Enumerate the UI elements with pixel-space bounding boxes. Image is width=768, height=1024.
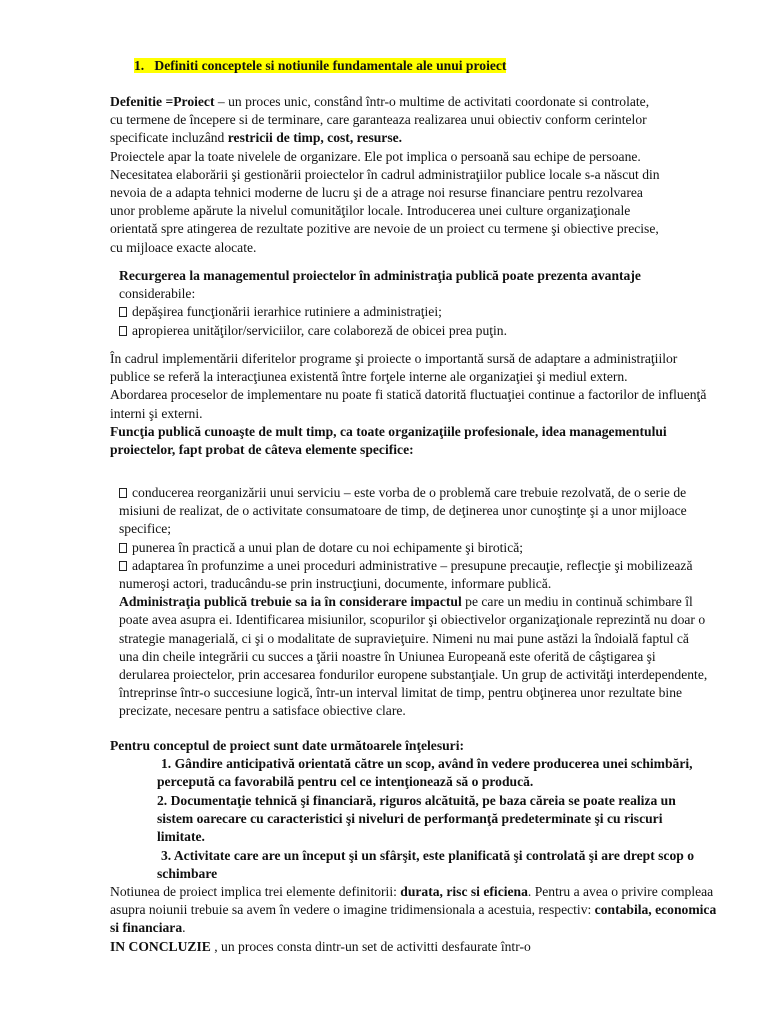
heading-text: Definiti conceptele si notiunile fundamentale ale unui proiect bbox=[154, 58, 507, 73]
bullet-box-icon bbox=[119, 307, 127, 317]
notion-text-1: Notiunea de proiect implica trei elemente definitorii: bbox=[110, 884, 401, 899]
element-item: adaptarea în profunzime a unei proceduri administrative – presupune precauţie, reflecţie şi mobilizează numeroşi actori, traducându-se prin instrucţiuni, documente, informare publică. bbox=[119, 557, 693, 592]
notion-text-2: . Pentru a avea o privire compleaa asupra noiunii trebuie sa avem în vedere o imagine tridimensionala a acestuia, respectiv: bbox=[110, 884, 714, 918]
understandings-lead bbox=[110, 737, 710, 755]
advantages-paragraph bbox=[119, 267, 659, 340]
advantages-lead: Recurgerea la managementul proiectelor în administraţia publică poate prezenta avantaje bbox=[119, 268, 641, 283]
implementation-paragraph bbox=[110, 350, 713, 459]
admin-impact-lead: Administraţia publică trebuie sa ia în considerare impactul bbox=[119, 594, 462, 610]
understanding-item-2: 2. Documentaţie tehnică şi financiară, riguros alcătuită, pe baza căreia se poate realiza un sistem oarecare cu caracteristici şi niveluri de performanţă predeterminate şi cu riscuri limitate. bbox=[157, 793, 676, 845]
conclusion-text: , un proces consta dintr-un set de activitti desfaurate într-o bbox=[210, 939, 531, 954]
conclusion-paragraph bbox=[110, 938, 720, 956]
definition-paragraph bbox=[110, 93, 660, 257]
specific-elements-paragraph bbox=[119, 484, 709, 721]
definition-text: – un proces unic, constând într-o multime de activitati coordonate si controlate, cu termene de începere si de terminare, care garanteaza realizarea unui obiectiv conform cerintelor specificate incluzând bbox=[110, 94, 650, 146]
projects-paragraph: Proiectele apar la toate nivelele de organizare. Ele pot implica o persoană sau echipe de persoane. Necesitatea elaborării şi gestionării proiectelor în cadrul administraţiilor publice locale s-a născut din nevoia de a adapta tehnici moderne de lucru şi de a atrage noi resurse financiare pentru rezolvarea unor probleme apărute la nivelul comunităţilor locale. Introducerea unei culture organizaţionale orientată spre atingerea de rezultate pozitive are nevoie de un proiect cu termene şi obiective precise, cu mijloace exacte alocate. bbox=[110, 148, 660, 255]
notion-elements: durata, risc si eficiena bbox=[400, 884, 528, 899]
implementation-text: În cadrul implementării diferitelor programe şi proiecte o importantă sursă de adaptare a administraţiilor publice se referă la interacţiunea existentă între forţele interne ale organizaţiei şi mediul extern. bbox=[110, 351, 678, 385]
element-item: conducerea reorganizării unui serviciu – este vorba de o problemă care trebuie rezolvată, de o serie de misiuni de realizat, de o activitate consumatoare de timp, de deţinerea unor cunoştinţe şi a unor mijloace specifice; bbox=[119, 485, 687, 537]
public-function-lead: Funcţia publică cunoaşte de mult timp, ca toate organizaţiile profesionale, idea managementului proiectelor, fapt probat de câteva elemente specifice: bbox=[110, 423, 667, 458]
admin-impact-text: pe care un mediu in continuă schimbare îl poate avea asupra ei. Identificarea misiunilor, scopurilor şi obiectivelor organizaţionale reprezintă nu doar o strategie managerială, ci şi o modalitate de supravieţuire. Nimeni nu mai pune astăzi la îndoială faptul că una din cheile integrării cu succes a ţării noastre în Uniunea Europeană este oferită de câştigarea şi derularea proiectelor, prin accesarea fondurilor europene substanţiale. Un grup de activităţi interdependente, întreprinse într-o succesiune logică, într-un interval limitat de timp, pentru obţinerea unor rezultate bine precizate, necesare pentru a satisface obiective clare. bbox=[119, 594, 708, 719]
advantages-lead-rest: considerabile: bbox=[119, 286, 196, 302]
section-heading bbox=[134, 57, 734, 75]
conclusion-lead: IN CONCLUZIE bbox=[110, 939, 211, 954]
advantage-item: apropierea unităţilor/serviciilor, care colaboreză de obicei prea puţin. bbox=[132, 322, 507, 338]
heading-number: 1. bbox=[134, 58, 145, 73]
notion-paragraph bbox=[110, 883, 720, 938]
notion-dimensions: contabila, economica si financiara bbox=[110, 902, 717, 936]
understanding-item-3: 3. Activitate care are un început şi un sfârşit, este planificată şi controlată şi are drept scop o schimbare bbox=[157, 848, 695, 882]
bullet-box-icon bbox=[119, 326, 127, 336]
understandings-title: Pentru conceptul de proiect sunt date următoarele înţelesuri: bbox=[110, 738, 465, 753]
element-item: punerea în practică a unui plan de dotare cu noi echipamente şi birotică; bbox=[132, 539, 524, 555]
notion-text-3: . bbox=[182, 920, 186, 936]
heading-highlight bbox=[134, 58, 506, 73]
definition-restrictions: restricii de timp, cost, resurse. bbox=[227, 130, 403, 146]
definition-term: Defenitie =Proiect bbox=[110, 94, 215, 109]
approach-text: Abordarea proceselor de implementare nu poate fi statică datorită fluctuaţiei continue a factorilor de influenţă interni şi externi. bbox=[110, 387, 707, 421]
bullet-box-icon bbox=[119, 543, 127, 553]
advantage-item: depăşirea funcţionării ierarhice rutiniere a administraţiei; bbox=[132, 304, 442, 320]
bullet-box-icon bbox=[119, 488, 127, 498]
bullet-box-icon bbox=[119, 561, 127, 571]
understanding-item-1: 1. Gândire anticipativă orientată către un scop, având în vedere producerea unei schimbări, percepută ca favorabilă pentru cel ce intenţionează să o producă. bbox=[157, 756, 693, 790]
